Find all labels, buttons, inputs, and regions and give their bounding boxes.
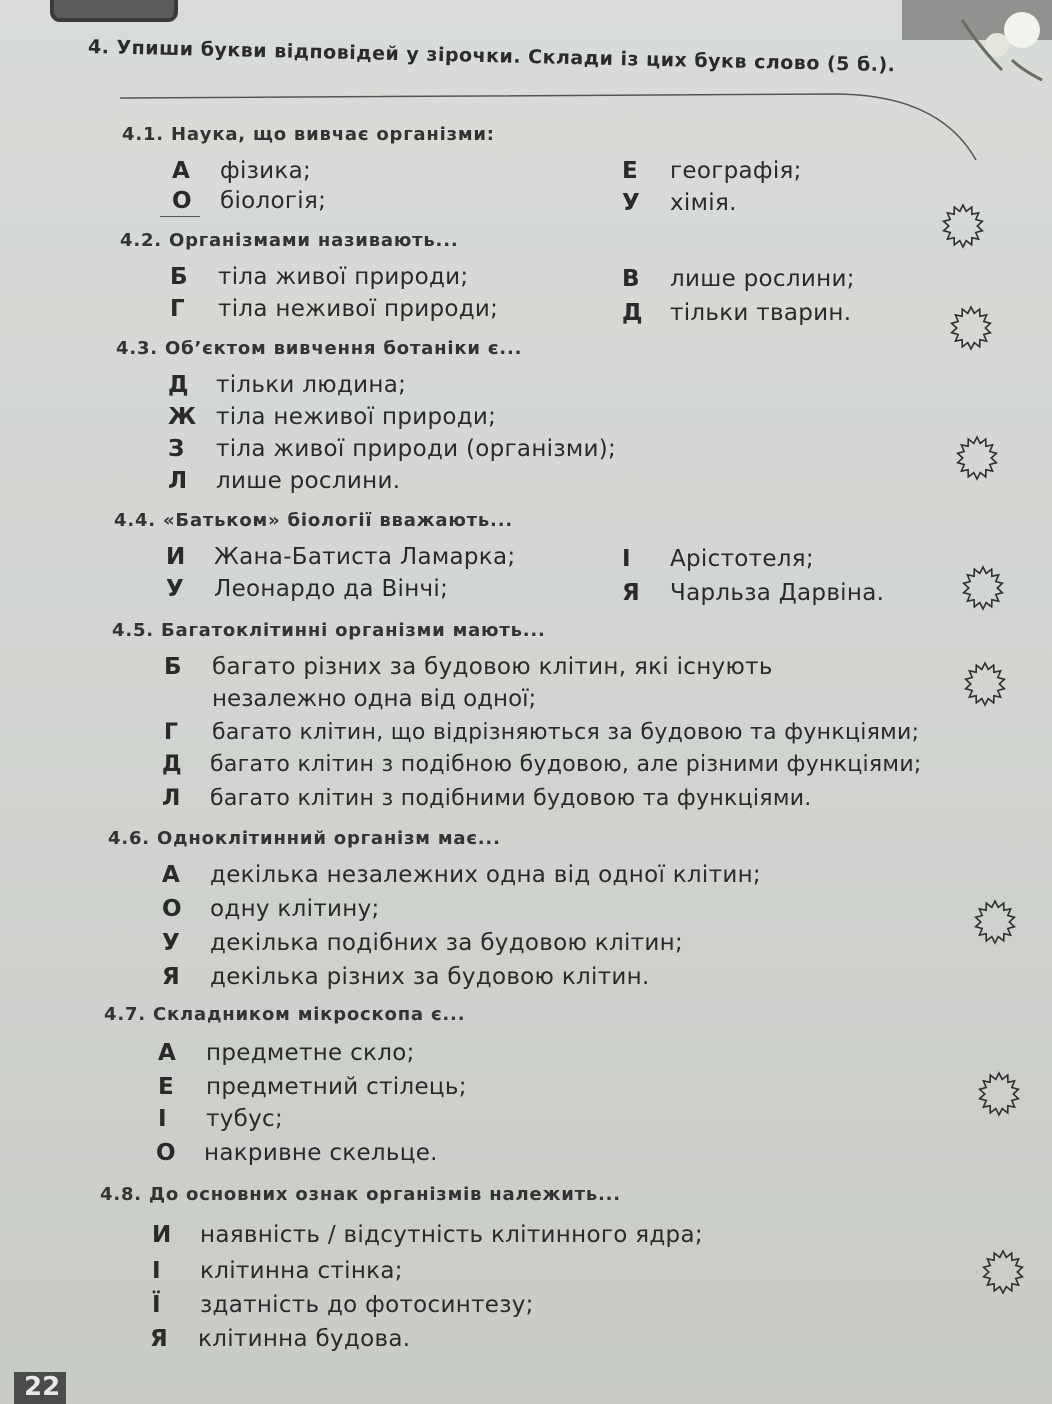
answer-text-continued: незалежно одна від одної; <box>212 686 537 712</box>
answer-text: багато клітин, що відрізняються за будовою та функціями; <box>212 720 920 745</box>
answer-option <box>168 404 496 430</box>
answer-option <box>162 930 683 956</box>
answer-text: Арістотеля; <box>670 546 814 572</box>
star-outline-icon[interactable] <box>954 430 1000 486</box>
answer-letter: Е <box>158 1074 174 1100</box>
star-outline-icon[interactable] <box>940 198 986 254</box>
star-outline-icon[interactable] <box>972 894 1018 950</box>
answer-letter: Я <box>622 580 640 606</box>
question-title: 4.6. Одноклітинний організм має... <box>108 828 501 849</box>
answer-option <box>622 266 855 292</box>
answer-letter: И <box>152 1222 172 1248</box>
answer-letter: Я <box>162 964 180 990</box>
answer-letter: Г <box>164 720 179 745</box>
question-title: 4.8. До основних ознак організмів належить... <box>100 1184 621 1205</box>
page-number: 22 <box>14 1372 66 1404</box>
answer-option <box>166 544 515 570</box>
answer-text: багато клітин з подібною будовою, але різними функціями; <box>210 752 922 777</box>
header-tab <box>50 0 178 22</box>
answer-option <box>162 862 761 888</box>
answer-option <box>622 158 802 184</box>
answer-option <box>152 1292 534 1318</box>
answer-letter: А <box>162 862 180 888</box>
answer-text: тіла живої природи (організми); <box>216 436 617 462</box>
answer-letter: А <box>172 158 190 184</box>
question-title: 4.1. Наука, що вивчає організми: <box>122 124 495 145</box>
answer-option <box>164 720 919 745</box>
answer-option <box>150 1326 410 1352</box>
question-title: 4.5. Багатоклітинні організми мають... <box>112 620 546 641</box>
answer-letter: Г <box>170 296 185 322</box>
answer-letter: Д <box>622 300 643 326</box>
answer-letter: І <box>152 1258 161 1284</box>
answer-letter: О <box>162 896 182 922</box>
answer-text: одну клітину; <box>210 896 380 922</box>
answer-text: тіла неживої природи; <box>216 404 497 430</box>
answer-text: тіла неживої природи; <box>218 296 499 322</box>
answer-letter: Е <box>622 158 638 184</box>
answer-option <box>622 300 851 326</box>
star-outline-icon[interactable] <box>962 656 1008 712</box>
answer-text: Леонардо да Вінчі; <box>214 576 449 602</box>
answer-text: здатність до фотосинтезу; <box>200 1292 534 1318</box>
answer-letter: О <box>172 188 192 214</box>
answer-text: декілька подібних за будовою клітин; <box>210 930 684 956</box>
answer-letter: Д <box>162 752 182 777</box>
answer-letter: З <box>168 436 185 462</box>
answer-text: біологія; <box>220 188 327 214</box>
answer-letter: Я <box>150 1326 168 1352</box>
answer-text: багато різних за будовою клітин, які існують <box>212 654 773 680</box>
answer-text: предметне скло; <box>206 1040 415 1066</box>
answer-letter: У <box>622 190 640 216</box>
answer-option <box>168 436 616 462</box>
answer-text: клітинна будова. <box>198 1326 411 1352</box>
answer-text: декілька незалежних одна від одної клітин; <box>210 862 761 888</box>
answer-option <box>622 580 884 606</box>
answer-option <box>162 896 380 922</box>
question-title: 4.4. «Батьком» біології вважають... <box>114 510 513 531</box>
answer-option <box>158 1106 283 1132</box>
answer-text: предметний стілець; <box>206 1074 467 1100</box>
answer-text: лише рослини; <box>670 266 855 292</box>
answer-option <box>170 296 498 322</box>
answer-letter: А <box>158 1040 176 1066</box>
answer-letter: Л <box>162 786 181 811</box>
answer-text: фізика; <box>220 158 312 184</box>
answer-letter: Б <box>164 654 182 680</box>
question-title: 4.7. Складником мікроскопа є... <box>104 1004 466 1025</box>
answer-letter: О <box>156 1140 176 1166</box>
answer-text: тіла живої природи; <box>218 264 469 290</box>
answer-text: накривне скельце. <box>204 1140 438 1166</box>
answer-option <box>172 188 326 214</box>
answer-text: декілька різних за будовою клітин. <box>210 964 650 990</box>
answer-letter: У <box>166 576 184 602</box>
answer-option <box>170 264 468 290</box>
answer-text: наявність / відсутність клітинного ядра; <box>200 1222 703 1248</box>
answer-option <box>158 1040 415 1066</box>
answer-letter: И <box>166 544 186 570</box>
answer-letter: В <box>622 266 640 292</box>
answer-text: хімія. <box>670 190 737 216</box>
answer-option <box>152 1258 403 1284</box>
answer-option <box>166 576 448 602</box>
answer-text: тільки тварин. <box>670 300 852 326</box>
answer-option <box>162 786 812 811</box>
answer-option <box>172 158 311 184</box>
answer-letter: У <box>162 930 180 956</box>
flower-decoration-icon <box>902 0 1052 90</box>
answer-option <box>622 190 737 216</box>
answer-text: тубус; <box>206 1106 283 1132</box>
answer-text: багато клітин з подібними будовою та функціями. <box>210 786 812 811</box>
answer-option <box>156 1140 438 1166</box>
star-outline-icon[interactable] <box>960 560 1006 616</box>
question-title: 4.2. Організмами називають... <box>120 230 459 251</box>
answer-letter: Ї <box>152 1292 161 1318</box>
answer-option <box>164 654 773 680</box>
answer-letter: Л <box>168 468 188 494</box>
question-title: 4.3. Об’єктом вивчення ботаніки є... <box>116 338 523 359</box>
answer-text: Жана-Батиста Ламарка; <box>214 544 516 570</box>
answer-text: тільки людина; <box>216 372 407 398</box>
answer-text: клітинна стінка; <box>200 1258 403 1284</box>
answer-text: Чарльза Дарвіна. <box>670 580 885 606</box>
answer-letter: І <box>158 1106 167 1132</box>
underline-mark <box>160 216 200 217</box>
answer-option <box>162 964 650 990</box>
answer-option <box>162 752 922 777</box>
answer-letter: Ж <box>168 404 197 430</box>
answer-text: географія; <box>670 158 802 184</box>
answer-option <box>168 372 406 398</box>
answer-text: лише рослини. <box>216 468 401 494</box>
task-title: 4. Упиши букви відповідей у зірочки. Склади із цих букв слово (5 б.). <box>87 36 896 77</box>
answer-letter: І <box>622 546 631 572</box>
answer-letter: Б <box>170 264 188 290</box>
answer-option <box>168 468 400 494</box>
answer-option <box>622 546 814 572</box>
star-outline-icon[interactable] <box>980 1244 1026 1300</box>
answer-option <box>152 1222 703 1248</box>
answer-option <box>158 1074 467 1100</box>
star-outline-icon[interactable] <box>976 1066 1022 1122</box>
answer-letter: Д <box>168 372 189 398</box>
star-outline-icon[interactable] <box>948 300 994 356</box>
